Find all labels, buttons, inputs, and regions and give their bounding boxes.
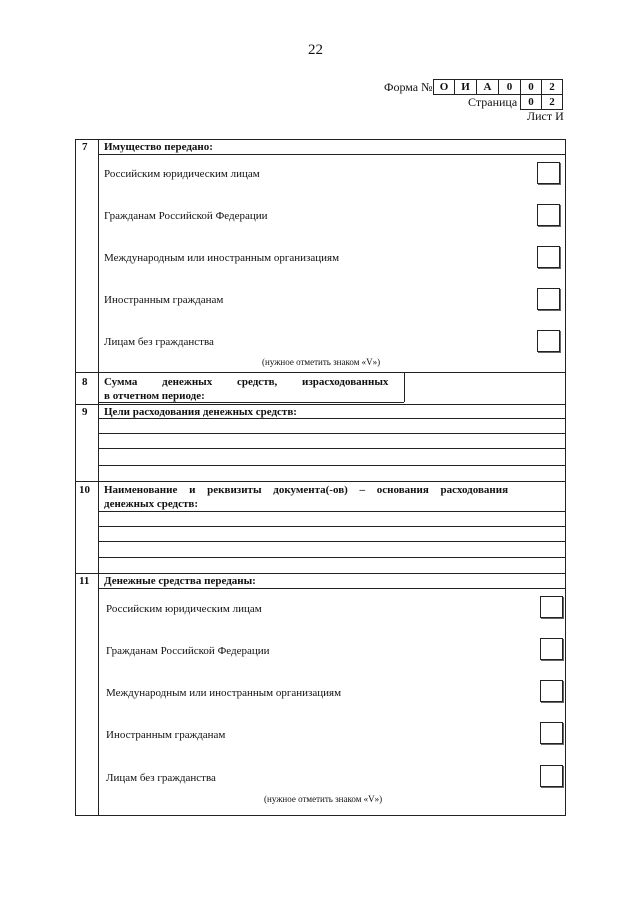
section-8-title-line: в отчетном периоде: bbox=[104, 390, 205, 402]
section-9-number: 9 bbox=[82, 406, 88, 418]
option-label: Гражданам Российской Федерации bbox=[104, 210, 268, 222]
purpose-line[interactable] bbox=[98, 448, 565, 449]
checkbox-legal-entities[interactable] bbox=[540, 596, 563, 618]
table-border bbox=[75, 139, 565, 140]
option-label: Иностранным гражданам bbox=[104, 294, 224, 306]
page-label: Страница bbox=[468, 95, 518, 109]
checkbox-russian-citizens[interactable] bbox=[540, 638, 563, 660]
page-number: 22 bbox=[308, 42, 323, 58]
option-label: Лицам без гражданства bbox=[104, 336, 214, 348]
document-line[interactable] bbox=[98, 541, 565, 542]
divider bbox=[98, 588, 565, 589]
section-11-title: Денежные средства переданы: bbox=[104, 575, 256, 587]
table-border bbox=[75, 815, 565, 816]
sheet-label: Лист И bbox=[527, 109, 564, 123]
checkbox-legal-entities[interactable] bbox=[537, 162, 560, 184]
amount-field[interactable] bbox=[405, 373, 564, 401]
document-line[interactable] bbox=[98, 526, 565, 527]
document-line[interactable] bbox=[98, 557, 565, 558]
checkbox-stateless[interactable] bbox=[537, 330, 560, 352]
section-7-number: 7 bbox=[82, 141, 88, 153]
section-11-number: 11 bbox=[79, 575, 90, 587]
section-9-title: Цели расходования денежных средств: bbox=[104, 406, 297, 418]
section-8-number: 8 bbox=[82, 376, 88, 388]
checkbox-foreign-citizens[interactable] bbox=[540, 722, 563, 744]
form-label: Форма № bbox=[384, 80, 433, 94]
page-digit-cell: 0 bbox=[520, 94, 542, 110]
mark-note: (нужное отметить знаком «V») bbox=[262, 357, 381, 367]
divider bbox=[75, 481, 565, 482]
divider bbox=[98, 402, 404, 403]
option-label: Лицам без гражданства bbox=[106, 772, 216, 784]
option-label: Российским юридическим лицам bbox=[104, 168, 260, 180]
form-code-cell: 2 bbox=[541, 79, 563, 95]
checkbox-foreign-citizens[interactable] bbox=[537, 288, 560, 310]
checkbox-russian-citizens[interactable] bbox=[537, 204, 560, 226]
option-label: Иностранным гражданам bbox=[106, 729, 226, 741]
section-10-title-line: денежных средств: bbox=[104, 498, 199, 510]
table-border bbox=[75, 139, 76, 816]
section-8-title bbox=[104, 376, 401, 388]
option-label: Гражданам Российской Федерации bbox=[106, 645, 270, 657]
section-10-number: 10 bbox=[79, 484, 90, 496]
option-label: Международным или иностранным организациям bbox=[104, 252, 340, 264]
checkbox-foreign-organizations[interactable] bbox=[537, 246, 560, 268]
purpose-line[interactable] bbox=[98, 418, 565, 419]
form-code-cell: А bbox=[476, 79, 499, 95]
option-label: Международным или иностранным организациям bbox=[106, 687, 342, 699]
page-digit-cell: 2 bbox=[541, 94, 563, 110]
checkbox-stateless[interactable] bbox=[540, 765, 563, 787]
mark-note: (нужное отметить знаком «V») bbox=[264, 794, 383, 804]
divider bbox=[75, 404, 565, 405]
purpose-line[interactable] bbox=[98, 433, 565, 434]
checkbox-foreign-organizations[interactable] bbox=[540, 680, 563, 702]
form-code-cell: 0 bbox=[520, 79, 542, 95]
form-code-cell: 0 bbox=[498, 79, 521, 95]
purpose-line[interactable] bbox=[98, 465, 565, 466]
divider bbox=[75, 573, 565, 574]
divider bbox=[98, 154, 565, 155]
section-10-title-line: Наименование и реквизиты документа(-ов) – основания расходования bbox=[104, 484, 509, 496]
section-7-title: Имущество передано: bbox=[104, 141, 213, 153]
table-border bbox=[565, 139, 566, 816]
document-line[interactable] bbox=[98, 511, 565, 512]
column-divider bbox=[98, 139, 99, 816]
form-code-cell: О bbox=[433, 79, 455, 95]
form-code-cell: И bbox=[454, 79, 477, 95]
section-8-title-line: Сумма денежных средств, израсходованных bbox=[104, 376, 389, 388]
option-label: Российским юридическим лицам bbox=[106, 603, 262, 615]
